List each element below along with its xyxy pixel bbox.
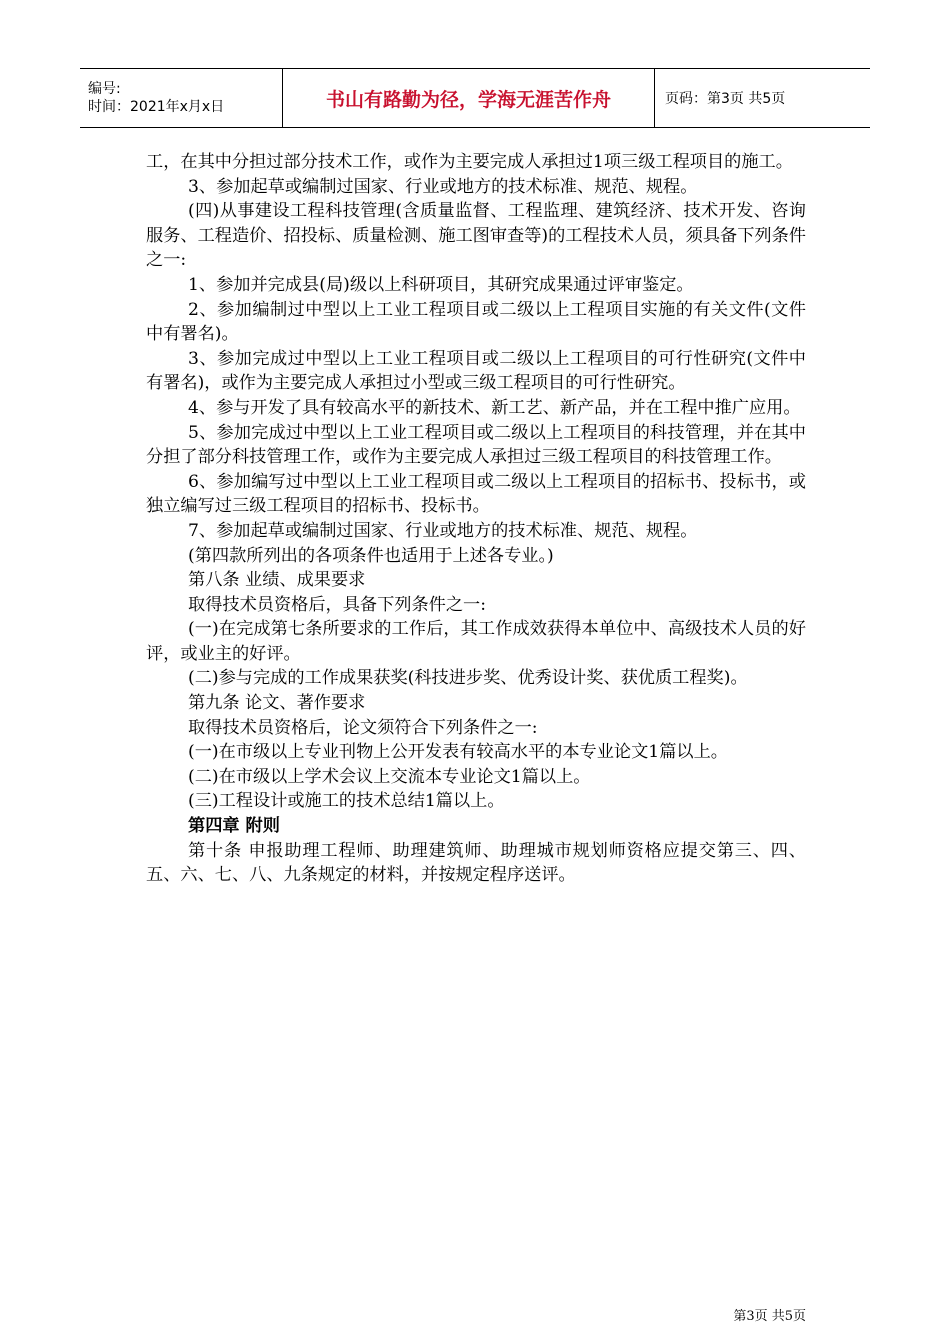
paragraph: (二)在市级以上学术会议上交流本专业论文1篇以上。 (188, 766, 591, 787)
footer-page-number: 第3页 共5页 (733, 1309, 806, 1324)
paragraph: (一)在完成第七条所要求的工作后，其工作成效获得本单位中、高级技术人员的好评，或业主的好评。 (146, 619, 806, 664)
paragraph: 5、参加完成过中型以上工业工程项目或二级以上工程项目的科技管理，并在其中分担了部分科技管理工作，或作为主要完成人承担过三级工程项目的科技管理工作。 (146, 422, 806, 468)
header-meta (80, 69, 283, 127)
page-header (80, 68, 870, 128)
header-motto (283, 69, 655, 127)
paragraph: (一)在市级以上专业刊物上公开发表有较高水平的本专业论文1篇以上。 (188, 742, 728, 763)
paragraph: (二)参与完成的工作成果获奖(科技进步奖、优秀设计奖、获优质工程奖)。 (188, 668, 748, 689)
paragraph: 取得技术员资格后，论文须符合下列条件之一: (188, 717, 538, 738)
paragraph: 7、参加起草或编制过国家、行业或地方的技术标准、规范、规程。 (188, 520, 698, 541)
page-footer (733, 1305, 806, 1324)
paragraph: 工，在其中分担过部分技术工作，或作为主要完成人承担过1项三级工程项目的施工。 (146, 152, 793, 172)
paragraph: 3、参加起草或编制过国家、行业或地方的技术标准、规范、规程。 (188, 176, 698, 197)
paragraph: 2、参加编制过中型以上工业工程项目或二级以上工程项目实施的有关文件(文件中有署名)。 (146, 299, 806, 345)
header-page-number: 页码：第3页 共5页 (665, 91, 786, 107)
chapter-heading: 第四章 附则 (188, 816, 280, 837)
header-page-info (655, 69, 870, 127)
paragraph: 6、参加编写过中型以上工业工程项目或二级以上工程项目的招标书、投标书，或独立编写过三级工程项目的招标书、投标书。 (146, 471, 806, 517)
document-body (146, 150, 806, 888)
document-number-label: 编号: (88, 81, 121, 97)
paragraph: (第四款所列出的各项条件也适用于上述各专业。) (188, 545, 554, 566)
section-heading: 第九条 论文、著作要求 (188, 693, 366, 714)
section-heading: 第八条 业绩、成果要求 (188, 570, 366, 591)
document-time-label: 时间：2021年x月x日 (88, 99, 225, 115)
motto-text: 书山有路勤为径，学海无涯苦作舟 (325, 88, 611, 111)
paragraph: 第十条 申报助理工程师、助理建筑师、助理城市规划师资格应提交第三、四、五、六、七、八、九条规定的材料，并按规定程序送评。 (146, 840, 806, 886)
paragraph: (四)从事建设工程科技管理(含质量监督、工程监理、建筑经济、技术开发、咨询服务、工程造价、招投标、质量检测、施工图审查等)的工程技术人员，须具备下列条件之一: (146, 201, 806, 271)
paragraph: 1、参加并完成县(局)级以上科研项目，其研究成果通过评审鉴定。 (188, 274, 694, 295)
paragraph: 4、参与开发了具有较高水平的新技术、新工艺、新产品，并在工程中推广应用。 (188, 397, 801, 418)
paragraph: 3、参加完成过中型以上工业工程项目或二级以上工程项目的可行性研究(文件中有署名)，或作为主要完成人承担过小型或三级工程项目的可行性研究。 (146, 348, 806, 394)
paragraph: (三)工程设计或施工的技术总结1篇以上。 (188, 791, 505, 812)
paragraph: 取得技术员资格后，具备下列条件之一: (188, 594, 486, 615)
